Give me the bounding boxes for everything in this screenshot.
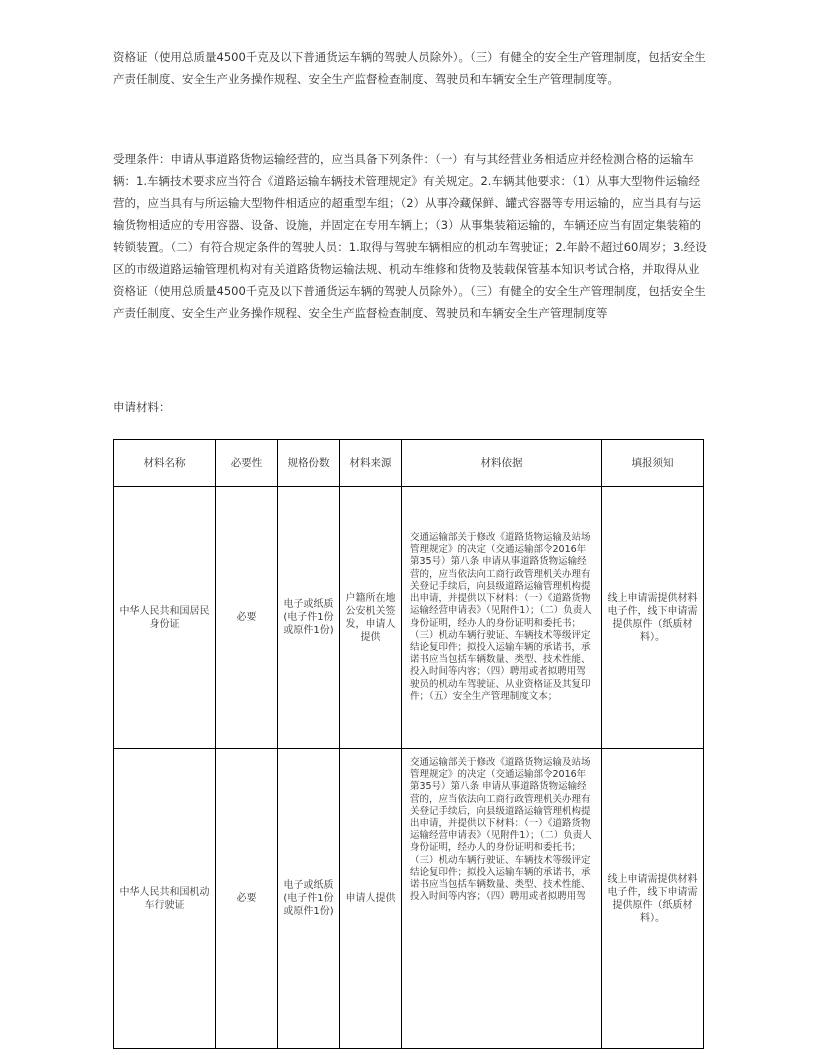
header-spec: 规格份数: [278, 440, 340, 487]
cell-necessity: 必要: [216, 749, 278, 1049]
cell-material-name: 中华人民共和国机动车行驶证: [114, 749, 216, 1049]
intro-paragraph: 资格证（使用总质量4500千克及以下普通货运车辆的驾驶人员除外）。（三）有健全的安全生产管理制度，包括安全生产责任制度、安全生产业务操作规程、安全生产监督检查制度、驾驶员和车辆安全生产管理制度等。: [113, 50, 706, 86]
cell-source: 申请人提供: [340, 749, 402, 1049]
header-material-name: 材料名称: [114, 440, 216, 487]
cell-necessity: 必要: [216, 487, 278, 749]
table-row: [114, 749, 704, 1049]
header-note: 填报须知: [602, 440, 704, 487]
header-necessity: 必要性: [216, 440, 278, 487]
cell-basis: 交通运输部关于修改《道路货物运输及站场管理规定》的决定（交通运输部令2016年第35号）第八条 申请从事道路货物运输经营的，应当依法向工商行政管理机关办理有关登记手续后，向县级道路运输管理机构提出申请，并提供以下材料：（一）《道路货物运输经营申请表》（见附件1）；（二）负责人身份证明，经办人的身份证明和委托书；（三）机动车辆行驶证、车辆技术等级评定结论复印件；拟投入运输车辆的承诺书，承诺书应当包括车辆数量、类型、技术性能、投入时间等内容；（四）聘用或者拟聘用驾: [402, 749, 602, 1049]
cell-material-name: 中华人民共和国居民身份证: [114, 487, 216, 749]
cell-spec: 电子或纸质(电子件1份或原件1份): [278, 487, 340, 749]
cell-note: 线上申请需提供材料电子件，线下申请需提供原件（纸质材料）。: [602, 749, 704, 1049]
table-header-row: [114, 440, 704, 487]
cell-source: 户籍所在地公安机关签发，申请人提供: [340, 487, 402, 749]
materials-table: [113, 439, 704, 1049]
header-source: 材料来源: [340, 440, 402, 487]
cell-basis: 交通运输部关于修改《道路货物运输及站场管理规定》的决定（交通运输部令2016年第35号）第八条 申请从事道路货物运输经营的，应当依法向工商行政管理机关办理有关登记手续后，向县级道路运输管理机构提出申请，并提供以下材料：（一）《道路货物运输经营申请表》（见附件1）；（二）负责人身份证明，经办人的身份证明和委托书；（三）机动车辆行驶证、车辆技术等级评定结论复印件；拟投入运输车辆的承诺书，承诺书应当包括车辆数量、类型、技术性能、投入时间等内容；（四）聘用或者拟聘用驾驶员的机动车驾驶证、从业资格证及其复印件；（五）安全生产管理制度文本；: [402, 487, 602, 749]
table-row: [114, 487, 704, 749]
acceptance-conditions-paragraph: 受理条件：申请从事道路货物运输经营的，应当具备下列条件：（一）有与其经营业务相适应并经检测合格的运输车辆：1.车辆技术要求应当符合《道路运输车辆技术管理规定》有关规定。2.车辆其他要求：（1）从事大型物件运输经营的，应当具有与所运输大型物件相适应的超重型车组；（2）从事冷藏保鲜、罐式容器等专用运输的，应当具有与运输货物相适应的专用容器、设备、设施，并固定在专用车辆上；（3）从事集装箱运输的，车辆还应当有固定集装箱的转锁装置。（二）有符合规定条件的驾驶人员：1.取得与驾驶车辆相应的机动车驾驶证；2.年龄不超过60周岁；3.经设区的市级道路运输管理机构对有关道路货物运输法规、机动车维修和货物及装载保管基本知识考试合格，并取得从业资格证（使用总质量4500千克及以下普通货运车辆的驾驶人员除外）。（三）有健全的安全生产管理制度，包括安全生产责任制度、安全生产业务操作规程、安全生产监督检查制度、驾驶员和车辆安全生产管理制度等: [113, 152, 707, 320]
cell-note: 线上申请需提供材料电子件，线下申请需提供原件（纸质材料）。: [602, 487, 704, 749]
cell-spec: 电子或纸质(电子件1份或原件1份): [278, 749, 340, 1049]
header-basis: 材料依据: [402, 440, 602, 487]
materials-heading: 申请材料：: [113, 400, 171, 414]
